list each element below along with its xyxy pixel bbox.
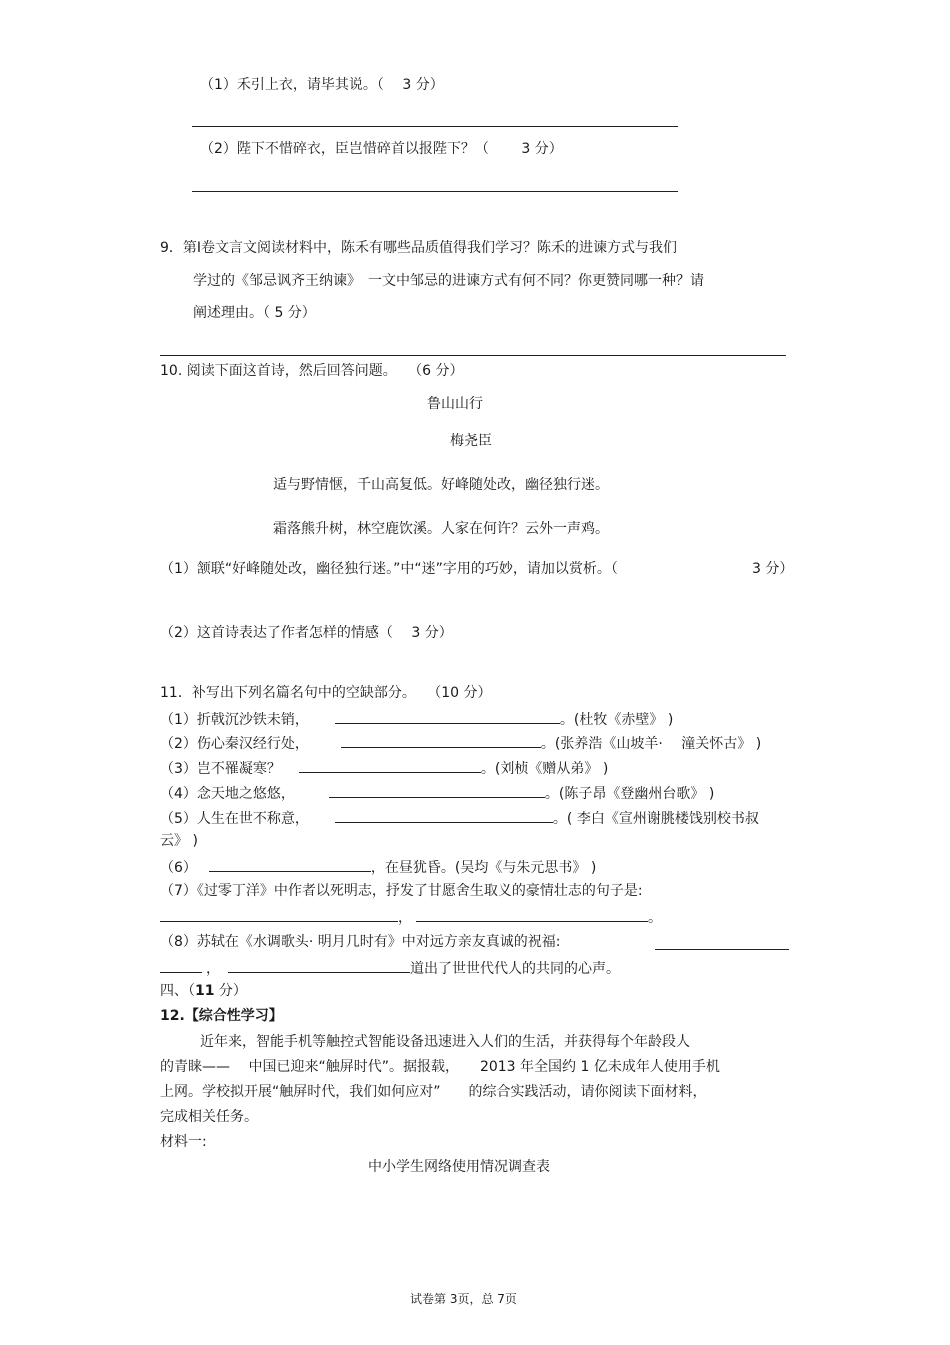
q12-para-3: 上网。学校拟开展“触屏时代，我们如何应对” 的综合实践活动，请你阅读下面材料， [160,1084,707,1100]
q10-sub1: （1）颔联“好峰随处改，幽径独行迷。”中“迷”字用的巧妙，请加以赏析。（ [160,561,618,577]
fill-blank [335,709,560,724]
q10-sub2: （2）这首诗表达了作者怎样的情感（ 3 分） [160,625,453,641]
poem-title: 鲁山山行 [427,396,483,412]
q11-item-1-source: 。(杜牧《赤壁》 ) [559,712,674,728]
q11-item-7-answer [160,907,662,927]
material-label: 材料一: [160,1134,207,1150]
fill-blank [329,783,545,798]
fill-blank [228,958,410,973]
fill-blank [299,758,481,773]
q9-line3: 阐述理由。（ 5 分） [193,305,316,321]
fill-blank [335,808,553,823]
q11-item-5-source: 。( 李白《宣州谢朓楼饯别校书叔 [552,811,759,827]
q11-item-6 [160,857,596,877]
q12-para-2: 的青睐—— 中国已迎来“触屏时代”。据报载， 2013 年全国约 1 亿未成年人使用手机 [160,1059,720,1075]
q8-sub1: （1）禾引上衣，请毕其说。（ 3 分） [200,77,444,93]
fill-blank [655,949,789,950]
table-title: 中小学生网络使用情况调查表 [368,1159,550,1175]
period: 。 [648,910,662,926]
q11-item-5-cont: 云》 ) [160,833,198,849]
q11-item-3-source: 。(刘桢《赠从弟》 ) [480,761,609,777]
q11-item-4 [160,783,714,803]
q8-sub2: （2）陛下不惜碎衣，臣岂惜碎首以报陛下？（ 3 分） [200,141,563,157]
q11-item-1 [160,709,673,729]
q11-item-1-text: （1）折戟沉沙铁未销， [160,712,309,728]
q9-line1: 9．第Ⅰ卷文言文阅读材料中，陈禾有哪些品质值得我们学习？陈禾的进谏方式与我们 [160,240,678,256]
answer-line [192,126,678,127]
q11-item-6-text: （6） [160,860,197,876]
page-footer: 试卷第 3页，总 7页 [410,1292,517,1306]
q12-para-1: 近年来，智能手机等触控式智能设备迅速进入人们的生活，并获得每个年龄段人 [200,1034,690,1050]
fill-blank [160,958,202,973]
section-4-score: 11 [195,983,215,999]
q11-item-4-text: （4）念天地之悠悠， [160,786,295,802]
q11-item-3 [160,758,608,778]
q9-line2: 学过的《邹忌讽齐王纳谏》 一文中邹忌的进谏方式有何不同？你更赞同哪一种？请 [193,273,704,289]
fill-blank [209,857,371,872]
fill-blank [416,907,648,922]
q10-heading: 10. 阅读下面这首诗，然后回答问题。 （6 分） [160,363,464,379]
q11-item-3-text: （3）岂不罹凝寒？ [160,761,281,777]
q11-item-4-source: 。(陈子昂《登幽州台歌》 ) [544,786,715,802]
q12-title: 【综合性学习】 [184,1008,283,1024]
section-4-heading [160,982,247,1000]
q11-item-7: （7）《过零丁洋》中作者以死明志，抒发了甘愿舍生取义的豪情壮志的句子是: [160,883,643,899]
q11-item-8-answer [160,958,620,978]
section-4-label: 四、（ [160,983,195,999]
q12-number: 12. [160,1008,185,1024]
answer-line [192,191,678,192]
fill-blank [160,907,398,922]
comma: ， [206,961,220,977]
q11-item-8: （8）苏轼在《水调歌头· 明月几时有》中对远方亲友真诚的祝福: [160,934,561,950]
q11-heading: 11．补写出下列名篇名句中的空缺部分。 （10 分） [160,685,492,701]
q12-para-4: 完成相关任务。 [160,1109,258,1125]
q11-item-2-text: （2）伤心秦汉经行处， [160,736,309,752]
q11-item-6-source: ，在昼犹昏。(吴均《与朱元思书》 ) [370,860,597,876]
q11-item-5-text: （5）人生在世不称意， [160,811,309,827]
poem-line-2: 霜落熊升树，林空鹿饮溪。人家在何许？云外一声鸡。 [273,521,609,537]
section-4-unit: 分） [214,983,247,999]
fill-blank [341,733,541,748]
q11-item-5 [160,808,759,828]
q11-item-2-source: 。(张养浩《山坡羊· 潼关怀古》 ) [540,736,762,752]
comma: ， [398,910,412,926]
poem-line-1: 适与野情惬，千山高复低。好峰随处改，幽径独行迷。 [273,477,609,493]
poem-author: 梅尧臣 [450,433,492,449]
q10-sub1-score: 3 分） [752,561,794,577]
q11-item-8-end: 道出了世世代代人的共同的心声。 [410,961,620,977]
q12-heading [160,1007,283,1025]
answer-line [160,355,786,356]
q11-item-2 [160,733,761,753]
